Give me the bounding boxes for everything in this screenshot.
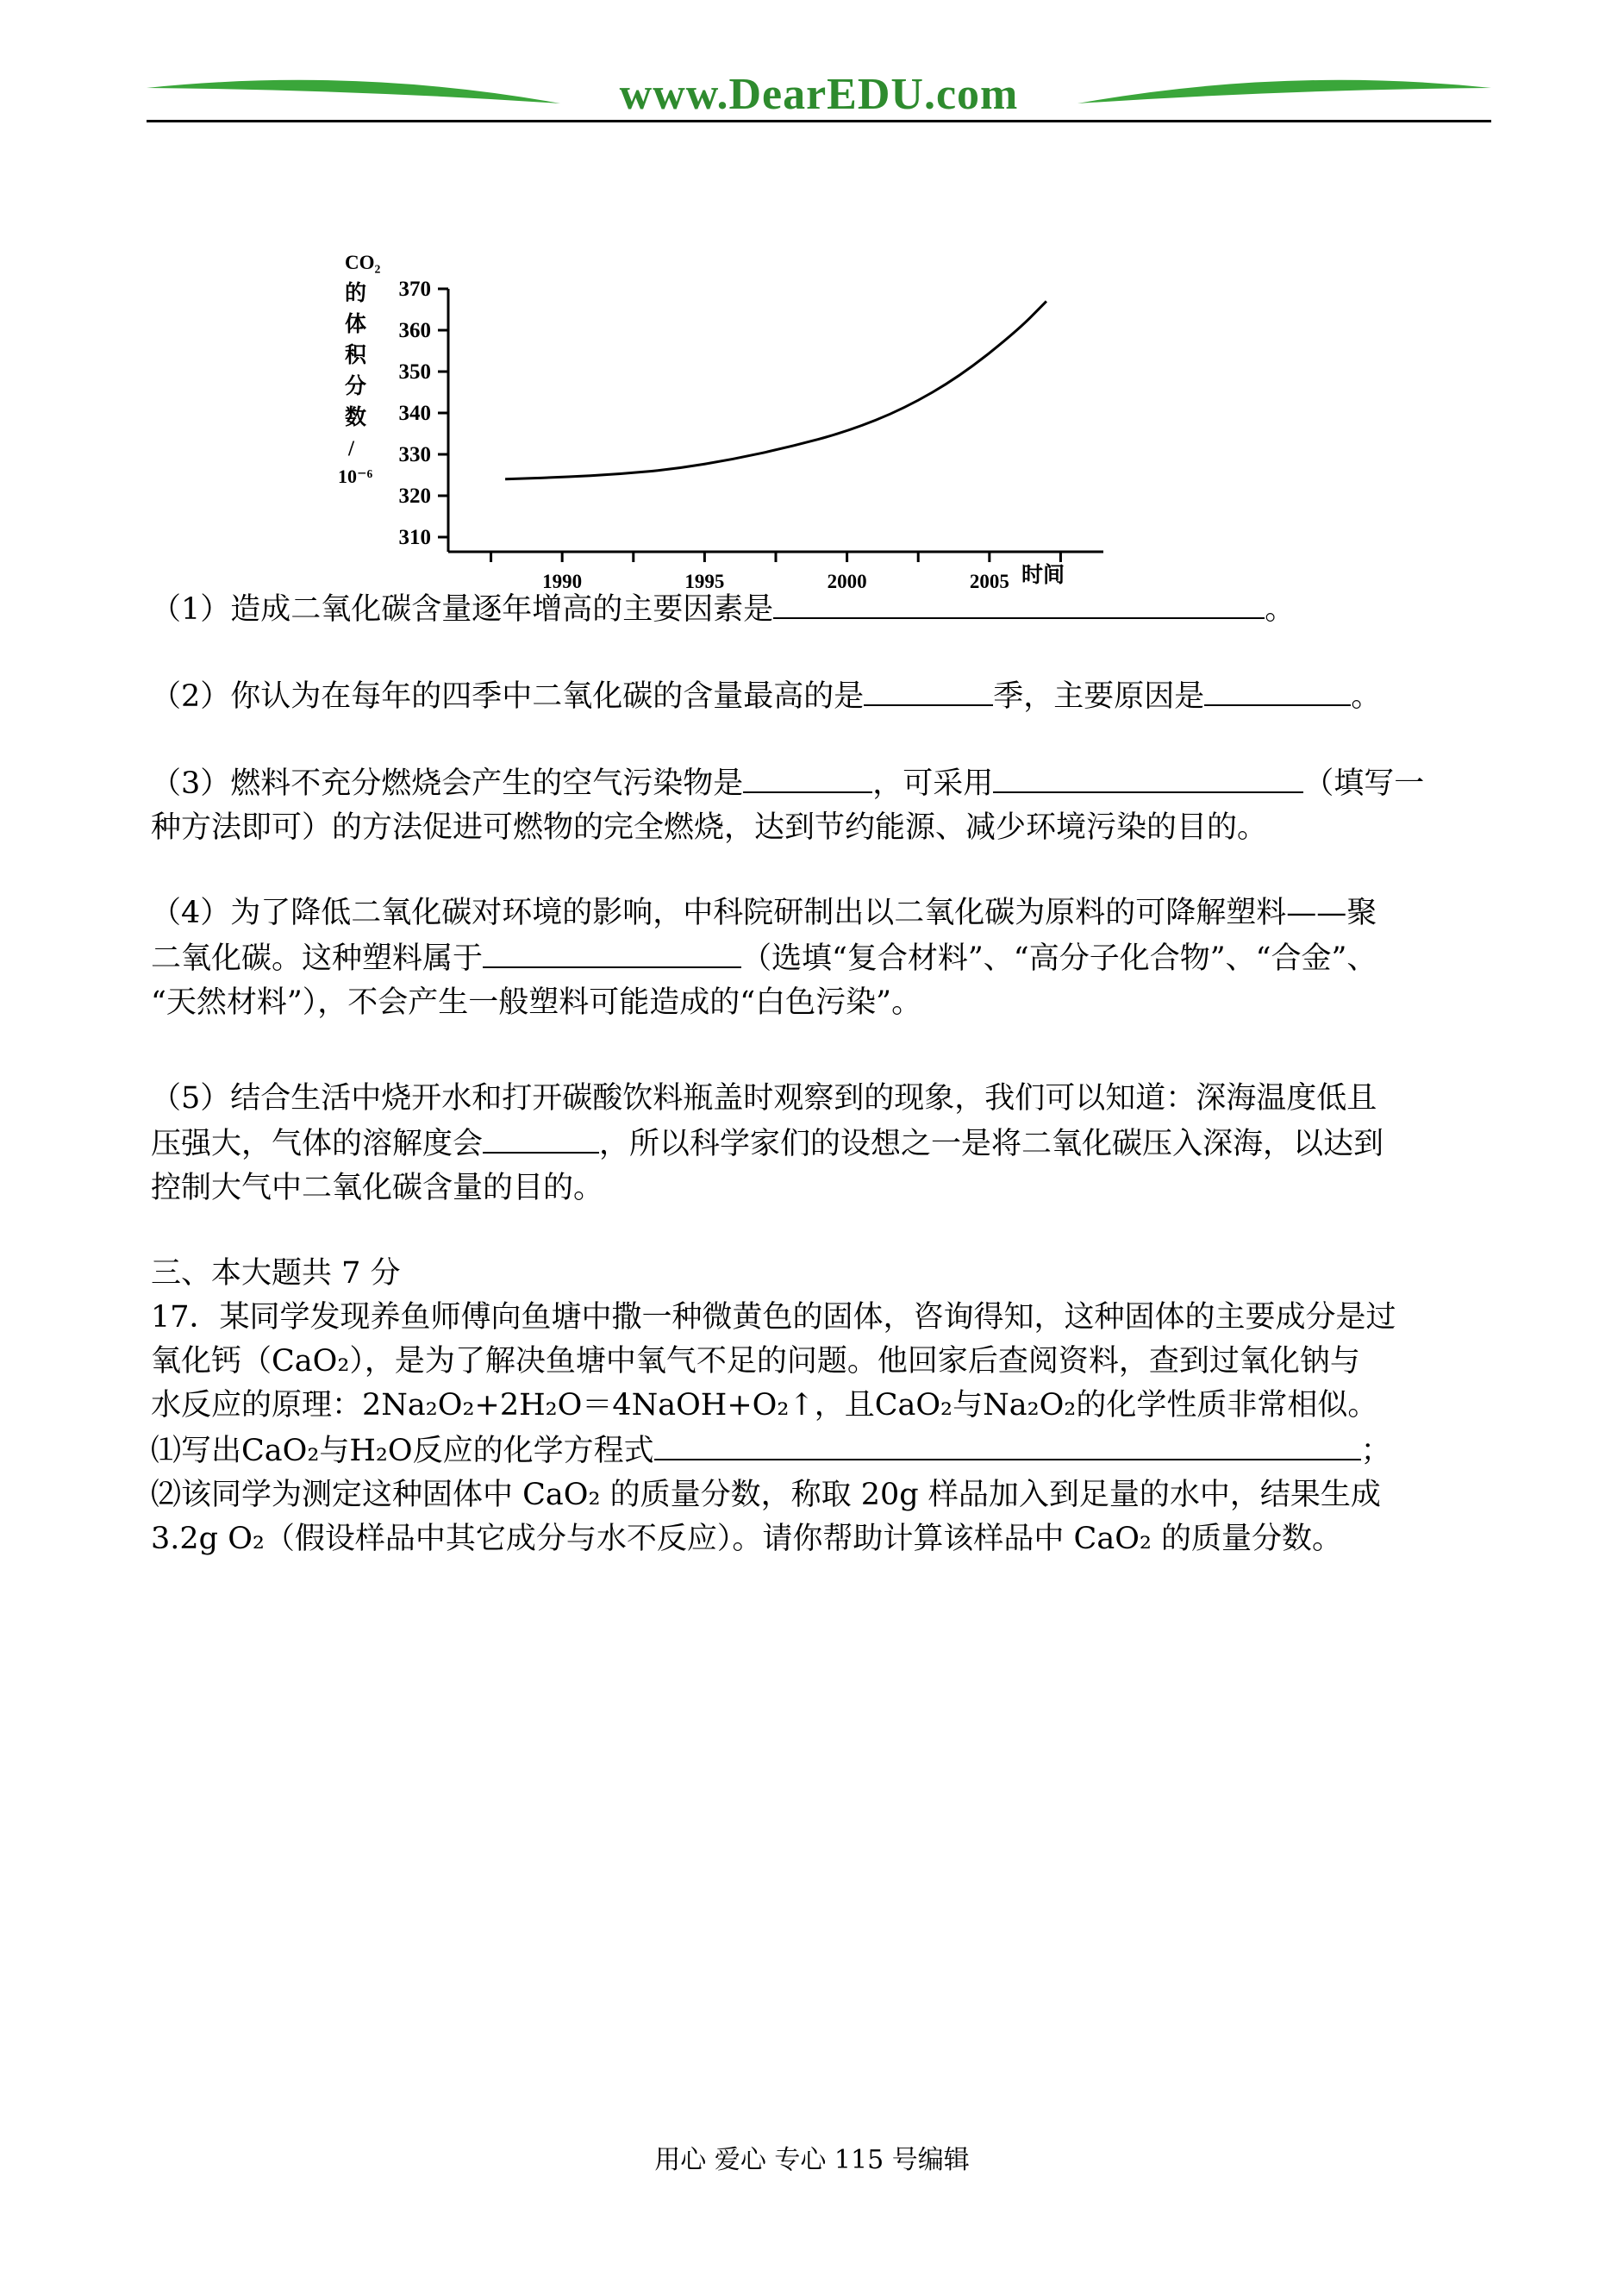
section-3-title: 三、本大题共 7 分 (151, 1256, 401, 1291)
co2-series-line (505, 301, 1046, 478)
y-axis-title-char: 数 (345, 406, 367, 429)
y-tick-label: 350 (398, 360, 431, 384)
q17-line3: 水反应的原理：2Na₂O₂+2H₂O＝4NaOH+O₂↑，且CaO₂与Na₂O₂的化学性质非常相似。 (151, 1388, 1378, 1423)
y-tick-label: 310 (398, 526, 431, 549)
y-axis-title-char: 积 (345, 344, 367, 367)
page-header (147, 62, 1491, 122)
x-tick-label: 2005 (969, 571, 1009, 592)
x-axis-label: 时间 (1021, 564, 1065, 587)
question-4-line2: 二氧化碳。这种塑料属于 （选填“复合材料”、“高分子化合物”、“合金”、 (151, 935, 1496, 981)
question-5-line3: 控制大气中二氧化碳含量的目的。 (151, 1171, 604, 1205)
answer-blank-2a[interactable] (864, 673, 993, 706)
q17-line2: 氧化钙（CaO₂），是为了解决鱼塘中氧气不足的问题。他回家后查阅资料，查到过氧化钠与 (151, 1344, 1360, 1379)
y-axis-title-char: 的 (345, 282, 367, 305)
y-tick-label: 370 (398, 278, 431, 301)
question-5-line1: （5）结合生活中烧开水和打开碳酸饮料瓶盖时观察到的现象，我们可以知道：深海温度低且 (151, 1081, 1377, 1116)
y-tick-label: 320 (398, 485, 431, 508)
y-axis-title (338, 252, 381, 487)
site-logo-text: www.DearEDU.com (619, 70, 1019, 119)
y-axis-title-co2: CO₂ (345, 252, 381, 273)
answer-blank-2b[interactable] (1204, 673, 1351, 706)
answer-blank-17-1[interactable] (654, 1428, 1361, 1460)
questions-block (151, 586, 1496, 1561)
q17-part2-line1: ⑵该同学为测定这种固体中 CaO₂ 的质量分数，称取 20g 样品加入到足量的水中，结果生成 (151, 1478, 1381, 1512)
q17-part2-line2: 3.2g O₂（假设样品中其它成分与水不反应）。请你帮助计算该样品中 CaO₂ 的质量分数。 (151, 1522, 1343, 1556)
y-axis-title-char: 分 (345, 375, 367, 398)
answer-blank-3a[interactable] (743, 760, 872, 793)
y-axis-title-char: 体 (345, 313, 367, 336)
answer-blank-5[interactable] (483, 1121, 599, 1154)
header-rule (147, 120, 1491, 122)
question-4-line3: “天然材料”），不会产生一般塑料可能造成的“白色污染”。 (151, 985, 922, 1020)
y-tick-label: 340 (398, 402, 431, 425)
question-4-line1: （4）为了降低二氧化碳对环境的影响，中科院研制出以二氧化碳为原料的可降解塑料——聚 (151, 896, 1377, 930)
y-axis-title-unit: 10⁻⁶ (338, 466, 373, 487)
answer-blank-1[interactable] (773, 586, 1265, 619)
co2-line-chart (328, 250, 1121, 603)
question-2: （2）你认为在每年的四季中二氧化碳的含量最高的是 季，主要原因是 。 (151, 673, 1496, 719)
y-tick-label: 330 (398, 443, 431, 466)
answer-blank-4[interactable] (483, 935, 741, 968)
x-tick-label: 1990 (542, 571, 583, 592)
q17-line1: 17．某同学发现养鱼师傅向鱼塘中撒一种微黄色的固体，咨询得知，这种固体的主要成分是过 (151, 1300, 1396, 1335)
y-axis-title-slash: / (348, 437, 354, 460)
question-3: （3）燃料不充分燃烧会产生的空气污染物是 ，可采用 （填写一 (151, 760, 1496, 806)
page-footer: 用心 爱心 专心 115 号编辑 (654, 2145, 970, 2175)
q17-part1: ⑴写出CaO₂与H₂O反应的化学方程式 ； (151, 1428, 1496, 1473)
y-tick-label: 360 (398, 319, 431, 342)
x-tick-label: 1995 (684, 571, 725, 592)
x-tick-label: 2000 (827, 571, 867, 592)
question-3-line2: 种方法即可）的方法促进可燃物的完全燃烧，达到节约能源、减少环境污染的目的。 (151, 810, 1268, 845)
answer-blank-3b[interactable] (993, 760, 1303, 793)
question-5-line2: 压强大，气体的溶解度会 ，所以科学家们的设想之一是将二氧化碳压入深海，以达到 (151, 1121, 1496, 1166)
question-1: （1）造成二氧化碳含量逐年增高的主要因素是 。 (151, 586, 1496, 632)
